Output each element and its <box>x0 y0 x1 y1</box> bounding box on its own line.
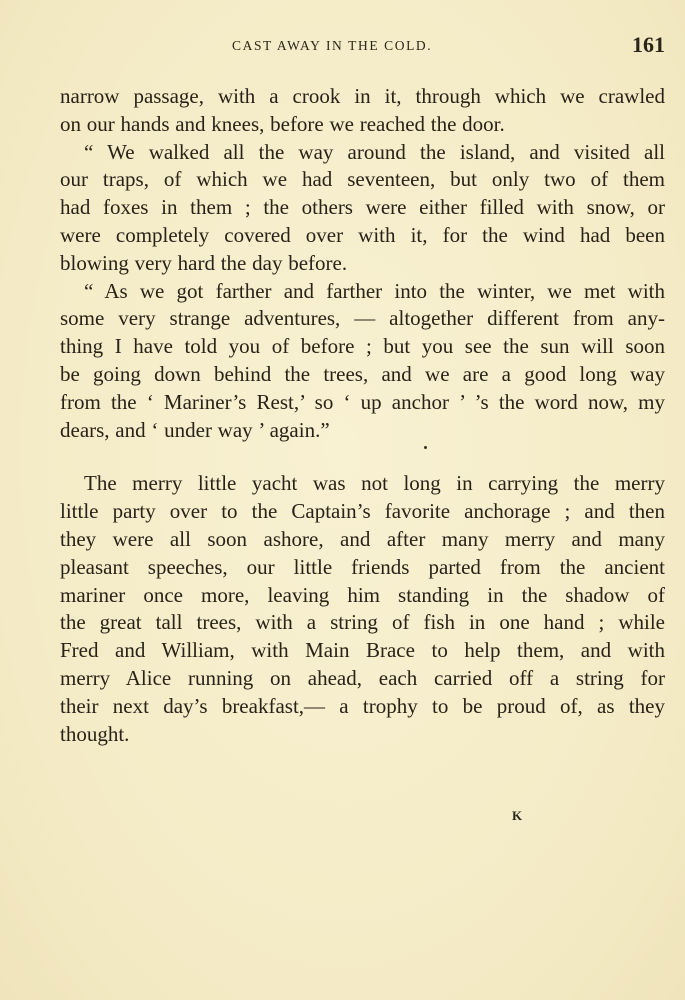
text-line: our traps, of which we had seventeen, but only two of them <box>60 167 665 192</box>
text-line: the great tall trees, with a string of fish in one hand ; while <box>60 610 665 635</box>
text-line: their next day’s breakfast,— a trophy to be proud of, as they <box>60 693 665 718</box>
printer-signature-mark: K <box>512 808 523 823</box>
text-line: from the ‘ Mariner’s Rest,’ so ‘ up anchor ’ ’s the word now, my <box>60 389 665 414</box>
text-line: were completely covered over with it, for the wind had been <box>60 222 665 247</box>
section-break <box>60 444 665 470</box>
text-line: Fred and William, with Main Brace to help them, and with <box>60 638 665 663</box>
text-line: blowing very hard the day before. <box>60 250 348 275</box>
ink-speck <box>424 446 427 449</box>
text-line: thought. <box>60 721 130 746</box>
text-line: merry Alice running on ahead, each carried off a string for <box>60 665 665 690</box>
text-line: be going down behind the trees, and we are a good long way <box>60 361 665 386</box>
page-header <box>60 34 665 60</box>
text-line: some very strange adventures, — altogether different from any- <box>60 306 665 331</box>
text-line: “ As we got farther and farther into the winter, we met with <box>84 278 665 303</box>
text-line: mariner once more, leaving him standing in the shadow of <box>60 582 665 607</box>
text-line: dears, and ‘ under way ’ again.” <box>60 417 330 442</box>
text-line: little party over to the Captain’s favorite anchorage ; and then <box>60 499 665 524</box>
text-line: thing I have told you of before ; but you see the sun will soon <box>60 334 665 359</box>
body-text <box>60 83 665 748</box>
text-line: narrow passage, with a crook in it, through which we crawled <box>60 84 665 108</box>
text-line: “ We walked all the way around the island, and visited all <box>84 139 665 164</box>
text-line: on our hands and knees, before we reached the door. <box>60 111 505 136</box>
text-line: pleasant speeches, our little friends parted from the ancient <box>60 554 665 579</box>
page-number: 161 <box>632 32 665 57</box>
text-line: they were all soon ashore, and after many merry and many <box>60 526 665 551</box>
text-line: had foxes in them ; the others were either filled with snow, or <box>60 195 665 220</box>
running-head: CAST AWAY IN THE COLD. <box>232 38 433 53</box>
text-line: The merry little yacht was not long in carrying the merry <box>84 471 665 496</box>
